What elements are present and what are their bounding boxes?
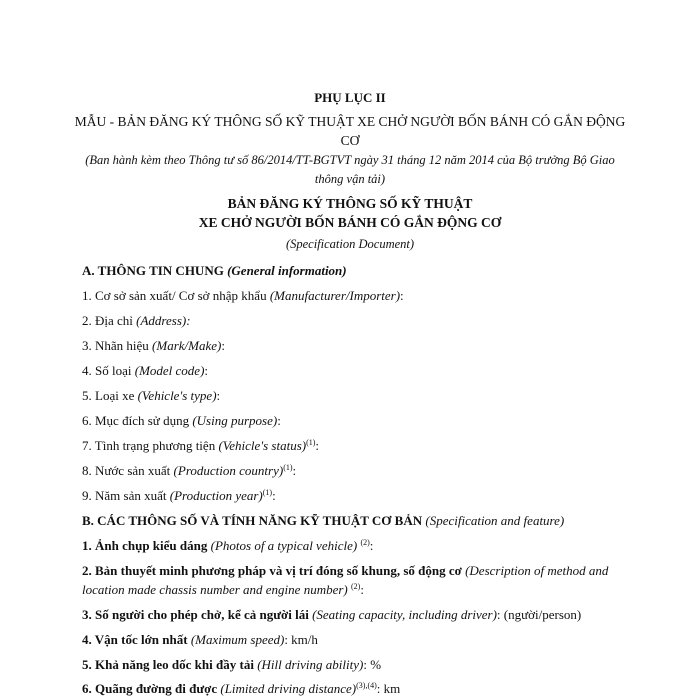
field-label: 3. Nhãn hiệu <box>82 338 149 353</box>
field-label-en: (Vehicle's status) <box>218 438 307 453</box>
field-a3 <box>82 336 627 355</box>
field-suffix: : (người/person) <box>496 607 582 622</box>
field-a5 <box>82 386 627 405</box>
field-label: 1. Cơ sở sản xuất/ Cơ sở nhập khẩu <box>82 288 267 303</box>
field-suffix: : <box>369 538 374 553</box>
document-title <box>70 194 630 232</box>
field-b4 <box>82 630 627 649</box>
document-title-line1: BẢN ĐĂNG KÝ THÔNG SỐ KỸ THUẬT <box>227 196 473 211</box>
appendix-label: PHỤ LỤC II <box>314 90 386 105</box>
footnote-ref: (3),(4) <box>356 681 377 690</box>
field-b2 <box>82 561 627 599</box>
field-label-en: (Seating capacity, including driver) <box>312 607 497 622</box>
section-a-title-en: (General information) <box>227 263 347 278</box>
field-suffix: : <box>400 288 404 303</box>
field-a2 <box>82 311 627 330</box>
field-label-en: (Model code) <box>134 363 205 378</box>
field-a6 <box>82 411 627 430</box>
field-label: 9. Năm sản xuất <box>82 488 167 503</box>
field-label: 5. Loại xe <box>82 388 135 403</box>
field-label: 6. Quãng đường đi được <box>82 681 218 696</box>
field-label-en: (Description of method and location made chassis number and engine number) <box>82 563 609 597</box>
field-suffix: : km <box>376 681 401 696</box>
field-label: 1. Ảnh chụp kiểu dáng <box>82 538 208 553</box>
field-suffix: : <box>277 413 281 428</box>
field-label-en: (Maximum speed) <box>190 632 285 647</box>
field-suffix: : % <box>363 657 382 672</box>
field-a8 <box>82 461 627 480</box>
field-label: 3. Số người cho phép chở, kể cả người lái <box>82 607 309 622</box>
field-suffix: : <box>204 363 209 378</box>
footnote-ref: (2) <box>351 582 361 591</box>
field-label-en: (Production year) <box>169 488 263 503</box>
field-label: 7. Tình trạng phương tiện <box>82 438 216 453</box>
field-label-en: (Vehicle's type) <box>137 388 217 403</box>
form-title: MẪU - BẢN ĐĂNG KÝ THÔNG SỐ KỸ THUẬT XE CHỞ NGƯỜI BỐN BÁNH CÓ GẮN ĐỘNG CƠ <box>74 114 626 148</box>
section-b-title: B. CÁC THÔNG SỐ VÀ TÍNH NĂNG KỸ THUẬT CƠ BẢN <box>82 513 423 528</box>
section-a-title: A. THÔNG TIN CHUNG <box>82 263 224 278</box>
field-label-en: (Manufacturer/Importer) <box>269 288 401 303</box>
field-a9 <box>82 486 627 505</box>
field-label-en: (Address): <box>136 313 191 328</box>
field-label: 2. Bản thuyết minh phương pháp và vị trí đóng số khung, số động cơ <box>82 563 462 578</box>
footnote-ref: (2) <box>360 538 370 547</box>
field-label-en: (Mark/Make) <box>152 338 222 353</box>
field-a7 <box>82 436 627 455</box>
field-label: 5. Khả năng leo dốc khi đầy tải <box>82 657 254 672</box>
field-label-en: (Limited driving distance) <box>220 681 357 696</box>
field-label: 4. Số loại <box>82 363 132 378</box>
document-subtitle: (Specification Document) <box>285 237 415 251</box>
field-label-en: (Production country) <box>173 463 284 478</box>
field-label-en: (Hill driving ability) <box>257 657 364 672</box>
section-b-heading <box>82 511 627 530</box>
field-suffix: : <box>315 438 320 453</box>
field-a4 <box>82 361 627 380</box>
field-suffix: : <box>292 463 297 478</box>
field-label: 6. Mục đích sử dụng <box>82 413 190 428</box>
field-b6 <box>82 679 627 698</box>
field-suffix: : km/h <box>284 632 318 647</box>
section-b-title-en: (Specification and feature) <box>425 513 565 528</box>
field-suffix: : <box>221 338 225 353</box>
issued-note: (Ban hành kèm theo Thông tư số 86/2014/TT-BGTVT ngày 31 tháng 12 năm 2014 của Bộ trưởng Bộ Giao thông vận tải) <box>85 153 615 186</box>
field-label-en: (Photos of a typical vehicle) <box>210 538 358 553</box>
field-label: 4. Vận tốc lớn nhất <box>82 632 188 647</box>
field-label-en: (Using purpose) <box>192 413 278 428</box>
footnote-ref: (1) <box>283 463 293 472</box>
footnote-ref: (1) <box>262 488 273 497</box>
field-suffix: : <box>272 488 276 503</box>
section-a-heading <box>82 261 627 280</box>
field-b1 <box>82 536 627 555</box>
field-b5 <box>82 655 627 674</box>
field-label: 8. Nước sản xuất <box>82 463 171 478</box>
field-b3 <box>82 605 627 624</box>
field-suffix: : <box>216 388 221 403</box>
field-suffix: : <box>360 582 364 597</box>
field-a1 <box>82 286 627 305</box>
document-title-line2: XE CHỞ NGƯỜI BỐN BÁNH CÓ GẮN ĐỘNG CƠ <box>198 215 502 230</box>
footnote-ref: (1) <box>306 438 316 447</box>
field-label: 2. Địa chỉ <box>82 313 133 328</box>
